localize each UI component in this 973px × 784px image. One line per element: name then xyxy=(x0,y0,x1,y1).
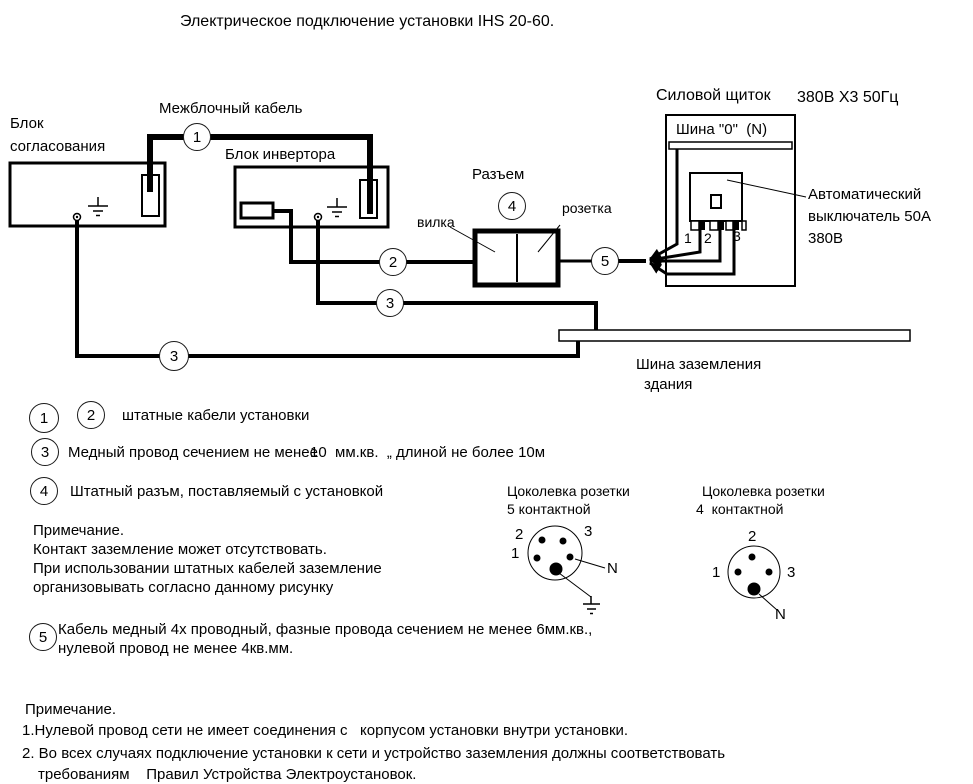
pinout4-pin3-label: 3 xyxy=(787,564,796,581)
mains-spec-label: 380В Х3 50Гц xyxy=(797,89,899,106)
earth-symbol-matching xyxy=(88,197,108,216)
pinout4-pin2-label: 2 xyxy=(748,528,757,545)
building-ground-bus xyxy=(559,330,910,341)
legend-marker-2: 2 xyxy=(77,401,105,429)
inverter-block-label: Блок инвертора xyxy=(225,146,336,163)
ground-wire-inverter xyxy=(318,220,596,336)
legend-text-5b: нулевой провод не менее 4кв.мм. xyxy=(58,640,294,657)
wire-marker-3b: 3 xyxy=(159,341,189,371)
pinout-5pin-drawing xyxy=(528,526,605,614)
pinout4-title-1: Цоколевка розетки xyxy=(702,483,825,499)
plug-label: вилка xyxy=(417,214,455,230)
wire-marker-4: 4 xyxy=(498,192,526,220)
ground-screw-dot xyxy=(317,216,319,218)
legend-marker-4: 4 xyxy=(30,477,58,505)
breaker-label-1: Автоматический xyxy=(808,186,922,203)
terminal-number-1: 1 xyxy=(684,230,692,246)
legend-marker-5: 5 xyxy=(29,623,57,651)
note2-line2: 2. Во всех случаях подключение установки к сети и устройство заземления должны соответствовать xyxy=(22,745,726,762)
legend-marker-1: 1 xyxy=(29,403,59,433)
note1-heading: Примечание. xyxy=(33,522,124,539)
wire-marker-2: 2 xyxy=(379,248,407,276)
terminal-number-2: 2 xyxy=(704,230,712,246)
pinout5-title-2: 5 контактной xyxy=(507,501,591,517)
terminal-number-3: 3 xyxy=(733,228,741,244)
note2-heading: Примечание. xyxy=(25,701,116,718)
note2-line3: требованиям Правил Устройства Электроустановок. xyxy=(38,766,417,783)
zero-bus-bar xyxy=(669,142,792,149)
legend-text-3b: 10 мм.кв. „ длиной не более 10м xyxy=(310,444,546,461)
socket-label: розетка xyxy=(562,200,612,216)
wire-marker-3: 3 xyxy=(376,289,404,317)
neutral-wire xyxy=(650,149,677,259)
pinout4-title-2: 4 контактной xyxy=(696,501,784,517)
connector-title: Разъем xyxy=(472,166,525,183)
ground-screw-dot xyxy=(76,216,78,218)
pinout5-neutral-label: N xyxy=(607,560,618,577)
earth-symbol-inverter xyxy=(327,198,347,217)
pinout5-pin3-label: 3 xyxy=(584,523,593,540)
wire-marker-1: 1 xyxy=(183,123,211,151)
matching-block-label-2: согласования xyxy=(10,138,106,155)
zero-bus-label: Шина "0" (N) xyxy=(676,121,768,138)
pinout5-pin1-label: 1 xyxy=(511,545,520,562)
pinout5-title-1: Цоколевка розетки xyxy=(507,483,630,499)
legend-text-4: Штатный разъм, поставляемый с установкой xyxy=(70,483,384,500)
page-title: Электрическое подключение установки IHS 20-60. xyxy=(180,13,555,30)
note1-line3: организовывать согласно данному рисунку xyxy=(33,579,334,596)
legend-text-12: штатные кабели установки xyxy=(122,407,310,424)
note1-line1: Контакт заземление может отсутствовать. xyxy=(33,541,327,558)
pinout-4pin-drawing xyxy=(728,546,780,610)
pinout5-pin2-label: 2 xyxy=(515,526,524,543)
breaker-label-3: 380В xyxy=(808,230,844,247)
breaker-label-2: выключатель 50А xyxy=(808,208,931,225)
legend-text-3: Медный провод сечением не менее xyxy=(68,444,318,461)
inverter-terminal-block xyxy=(241,203,273,218)
breaker-box xyxy=(690,173,742,221)
note1-line2: При использовании штатных кабелей заземление xyxy=(33,560,382,577)
ground-bus-label-2: здания xyxy=(644,376,693,393)
ground-bus-label-1: Шина заземления xyxy=(636,356,762,373)
legend-text-5: Кабель медный 4х проводный, фазные провода сечением не менее 6мм.кв., xyxy=(58,621,593,638)
pinout4-pin1-label: 1 xyxy=(712,564,721,581)
pinout4-neutral-label: N xyxy=(775,606,786,623)
note2-line1: 1.Нулевой провод сети не имеет соединения с корпусом установки внутри установки. xyxy=(22,722,629,739)
ground-wire-matching xyxy=(77,220,578,356)
interblock-cable-label: Межблочный кабель xyxy=(159,100,303,117)
power-panel-label: Силовой щиток xyxy=(656,87,771,104)
wire-marker-5: 5 xyxy=(591,247,619,275)
legend-marker-3: 3 xyxy=(31,438,59,466)
matching-block-label-1: Блок xyxy=(10,115,44,132)
